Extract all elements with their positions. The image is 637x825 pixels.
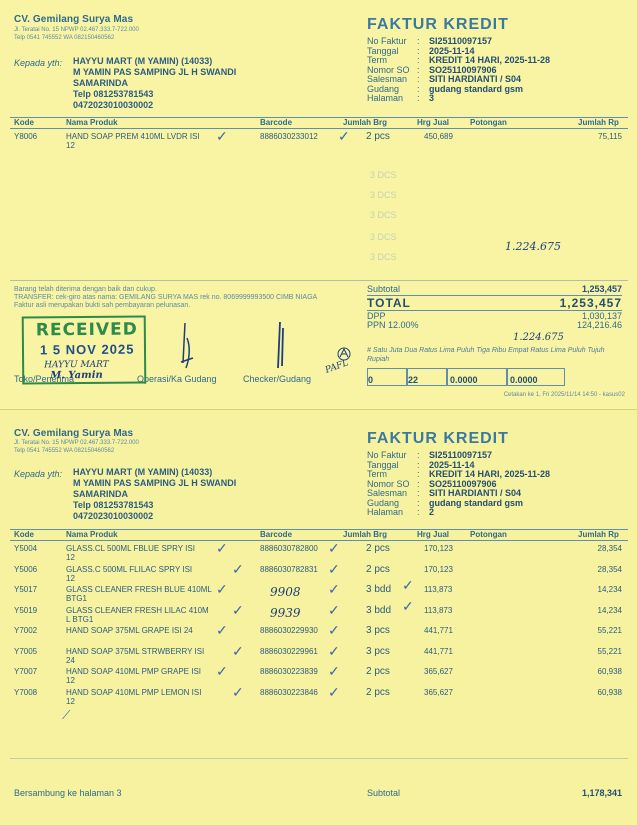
row-total: 60,938 [597, 667, 622, 676]
handwritten-note: 1.224.675 [505, 240, 561, 253]
company-phone: Telp 0541 745552 WA 082150460562 [14, 35, 115, 41]
note-original: Faktur asli merupakan bukti sah pembayaran pelunasan. [14, 302, 191, 309]
continued-label: Bersambung ke halaman 3 [14, 788, 122, 798]
field-row [367, 508, 550, 518]
row-nama: GLASS CLEANER FRESH LILAC 410M [66, 605, 209, 615]
field-value: SITI HARDIANTI / S04 [429, 74, 522, 84]
footer-rule [10, 758, 628, 759]
checkmark-icon: ✓ [232, 683, 244, 700]
ghost-qty: 3 DCS [370, 170, 397, 180]
field-label: Gudang [367, 83, 400, 94]
company-phone: Telp 0541 745552 WA 082150460562 [14, 448, 115, 454]
row-total: 14,234 [597, 605, 622, 615]
box-value-1: 0 [368, 375, 374, 385]
sign-label-operasi: Operasi/Ka Gudang [137, 374, 217, 384]
row-harga: 441,771 [424, 646, 453, 656]
company-name: CV. Gemilang Surya Mas [14, 14, 134, 25]
kepada-label: Kepada yth: [14, 58, 63, 68]
field-sep: : [417, 93, 420, 103]
ppn-value: 124,216.46 [576, 320, 622, 330]
invoice-title: FAKTUR KREDIT [367, 16, 509, 33]
checkmark-icon: ✓ [328, 581, 340, 597]
customer-npwp: 0472023010030002 [73, 100, 154, 110]
row-nama2: L BTG1 [66, 614, 94, 624]
checkmark-icon: ✓ [328, 601, 340, 618]
checkmark-icon: ✓ [328, 683, 340, 700]
dpp-value: 1,030,137 [581, 311, 622, 321]
ghost-qty: 3 DCS [370, 232, 397, 242]
row-total: 28,354 [597, 564, 622, 574]
col-harga: Hrg Jual [417, 530, 450, 539]
sign-label-receiver: Toko/Penerima [14, 374, 75, 384]
col-kode: Kode [14, 530, 34, 539]
field-value: KREDIT 14 HARI, 2025-11-28 [429, 469, 551, 479]
header-rule-bottom [10, 128, 628, 129]
subtotal-label: Subtotal [367, 788, 401, 798]
field-row [367, 94, 550, 104]
invoice-page-3 [0, 0, 637, 410]
field-value: SO25110097906 [429, 64, 497, 75]
header-rule-bottom [10, 540, 628, 541]
field-label: Nomor SO [367, 64, 410, 75]
field-label: Halaman [367, 93, 404, 103]
field-sep: : [417, 469, 420, 479]
invoice-title: FAKTUR KREDIT [367, 430, 509, 447]
field-sep: : [417, 488, 420, 498]
customer-block [73, 467, 236, 522]
field-label: Gudang [367, 497, 400, 508]
row-kode: Y7002 [14, 626, 38, 635]
row-nama: GLASS.C 500ML FLILAC SPRY ISI [66, 564, 193, 574]
row-harga: 170,123 [424, 564, 453, 574]
col-nama: Nama Produk [66, 118, 118, 127]
field-sep: : [417, 36, 420, 46]
kepada-label: Kepada yth: [14, 469, 63, 479]
row-qty: 2 pcs [366, 666, 390, 677]
row-nama2: 12 [66, 573, 75, 583]
field-sep: : [417, 450, 420, 460]
customer-name: HAYYU MART (M YAMIN) (14033) [73, 56, 213, 66]
row-qty: 3 bdd [366, 604, 392, 616]
checkmark-icon: ✓ [216, 128, 228, 144]
row-kode: Y5019 [14, 605, 38, 615]
checkmark-icon: ✓ [328, 622, 340, 638]
field-label: Salesman [367, 488, 408, 498]
field-sep: : [417, 74, 420, 84]
field-sep: : [417, 55, 420, 65]
note-transfer: TRANSFER: cek-giro atas nama: GEMILANG SURYA MAS rek no. 8069999993500 CIMB NIAGA [14, 294, 318, 301]
field-sep: : [417, 478, 420, 489]
subtotal-label: Subtotal [367, 284, 401, 294]
col-jumlah: Jumlah Brg [343, 118, 388, 127]
subtotal-value: 1,253,457 [581, 284, 622, 294]
row-nama: HAND SOAP PREM 410ML LVDR ISI [66, 132, 200, 141]
field-sep: : [417, 45, 420, 56]
customer-address: M YAMIN PAS SAMPING JL H SWANDI [73, 478, 237, 488]
row-total: 55,221 [597, 646, 622, 656]
customer-city: SAMARINDA [73, 78, 128, 88]
col-total: Jumlah Rp [578, 118, 619, 127]
checkmark-icon: ✓ [232, 560, 244, 577]
row-nama2: 12 [66, 141, 75, 150]
row-nama: HAND SOAP 375ML STRWBERRY ISI [66, 646, 205, 656]
col-harga: Hrg Jual [417, 118, 450, 127]
tick-mark-icon: ⟋ [62, 708, 71, 722]
row-nama2: 12 [66, 696, 75, 706]
checkmark-icon: ✓ [328, 560, 340, 577]
checkmark-icon: ✓ [232, 601, 244, 618]
col-potongan: Potongan [470, 118, 507, 127]
checkmark-icon: ✓ [216, 622, 228, 638]
field-value: SO25110097906 [429, 478, 497, 489]
customer-address: M YAMIN PAS SAMPING JL H SWANDI [73, 67, 237, 77]
company-address: Jl. Teratai No. 15 NPWP 02.467.333.7-722.000 [14, 440, 139, 446]
signature-checker-icon [270, 318, 300, 374]
field-label: Salesman [367, 74, 408, 84]
handwritten-sign: PAFL [324, 358, 350, 376]
checkmark-icon: ✓ [338, 128, 350, 144]
stamp-hand-2: M. Yamin [50, 369, 103, 382]
row-qty: 2 pcs [366, 563, 390, 575]
ghost-qty: 3 DCS [370, 190, 397, 200]
row-harga: 450,689 [424, 132, 453, 141]
box-value-2: 22 [408, 375, 419, 385]
row-nama2: 12 [66, 553, 75, 562]
terbilang-2: Rupiah [367, 356, 390, 363]
footer-rule [10, 280, 628, 281]
stamp-hand-1: HAYYU MART [44, 359, 109, 371]
customer-city: SAMARINDA [73, 489, 128, 499]
row-total: 75,115 [598, 132, 622, 141]
field-sep: : [417, 497, 420, 508]
row-nama2: BTG1 [66, 594, 87, 603]
print-footer: Cetakan ke 1, Fri 2025/11/14 14:50 - kasus02 [503, 392, 625, 398]
row-harga: 113,873 [424, 585, 453, 594]
signature-operasi-icon [165, 318, 225, 374]
field-value: SI25110097157 [429, 450, 493, 460]
row-barcode: 8886030782831 [260, 564, 318, 574]
row-kode: Y8006 [14, 132, 38, 141]
field-value: gudang standard gsm [429, 83, 524, 94]
handwritten-note-2: 1.224.675 [513, 332, 564, 343]
row-nama2: 12 [66, 676, 75, 685]
field-value: gudang standard gsm [429, 497, 524, 508]
stamp-text: RECEIVED [35, 319, 138, 341]
field-value: 2 [429, 507, 435, 517]
ppn-label: PPN 12.00% [367, 320, 419, 330]
row-barcode: 9908 [270, 585, 301, 599]
row-nama2: 24 [66, 655, 75, 665]
invoice-fields [367, 37, 550, 104]
col-barcode: Barcode [260, 530, 293, 539]
row-qty: 2 pcs [366, 543, 390, 554]
field-sep: : [417, 507, 420, 517]
checkmark-icon: ✓ [216, 663, 228, 679]
total-label: TOTAL [367, 296, 411, 310]
field-label: Nomor SO [367, 478, 410, 489]
col-potongan: Potongan [470, 530, 507, 539]
col-kode: Kode [14, 118, 34, 127]
field-value: 2025-11-14 [429, 459, 475, 470]
field-value: KREDIT 14 HARI, 2025-11-28 [429, 55, 551, 65]
field-sep: : [417, 459, 420, 470]
row-barcode: 9939 [270, 605, 301, 620]
note-received: Barang telah diterima dengan baik dan cukup. [14, 286, 157, 293]
row-total: 60,938 [597, 687, 622, 697]
field-sep: : [417, 64, 420, 75]
dpp-label: DPP [367, 311, 386, 321]
sign-label-checker: Checker/Gudang [243, 374, 312, 384]
field-label: Tanggal [367, 45, 399, 56]
row-kode: Y5004 [14, 544, 38, 553]
row-harga: 170,123 [424, 544, 453, 553]
invoice-fields [367, 451, 550, 518]
col-barcode: Barcode [260, 118, 293, 127]
field-value: 2025-11-14 [429, 45, 475, 56]
row-nama: GLASS CLEANER FRESH BLUE 410ML [66, 585, 212, 594]
row-qty: 2 pcs [366, 131, 390, 142]
row-nama: HAND SOAP 410ML PMP GRAPE ISI [66, 667, 202, 676]
row-kode: Y5006 [14, 564, 38, 574]
row-total: 28,354 [597, 544, 622, 553]
row-qty: 2 pcs [366, 686, 390, 698]
row-kode: Y7007 [14, 667, 38, 676]
row-barcode: 8886030782800 [260, 544, 318, 553]
row-barcode: 8886030223839 [260, 667, 318, 676]
ghost-qty: 3 DCS [370, 252, 397, 262]
checkmark-icon: ✓ [216, 540, 228, 556]
customer-phone: Telp 081253781543 [73, 89, 154, 99]
customer-block [73, 56, 236, 111]
field-sep: : [417, 83, 420, 94]
row-harga: 113,873 [424, 605, 453, 615]
stamp-date: 1 5 NOV 2025 [39, 341, 135, 358]
customer-npwp: 0472023010030002 [73, 511, 154, 521]
row-harga: 365,627 [424, 667, 453, 676]
checkmark-icon: ✓ [402, 597, 414, 614]
field-value: 3 [429, 93, 435, 103]
total-value: 1,253,457 [559, 296, 622, 310]
field-label: Halaman [367, 507, 404, 517]
subtotal-value: 1,178,341 [581, 788, 622, 798]
ghost-qty: 3 DCS [370, 210, 397, 220]
col-nama: Nama Produk [66, 530, 118, 539]
terbilang: # Satu Juta Dua Ratus Lima Puluh Tiga Ribu Empat Ratus Lima Puluh Tujuh [367, 347, 605, 354]
row-barcode: 8886030229930 [260, 626, 318, 635]
row-kode: Y7008 [14, 687, 38, 697]
checkmark-icon: ✓ [328, 540, 340, 556]
col-jumlah: Jumlah Brg [343, 530, 388, 539]
row-harga: 441,771 [424, 626, 453, 635]
row-kode: Y5017 [14, 585, 38, 594]
checkmark-icon: ✓ [232, 642, 244, 659]
row-nama: GLASS.CL 500ML FBLUE SPRY ISI [66, 544, 195, 553]
field-label: No Faktur [367, 36, 407, 46]
row-nama: HAND SOAP 410ML PMP LEMON ISI [66, 687, 202, 697]
field-value: SI25110097157 [429, 36, 493, 46]
row-barcode: 8886030229961 [260, 646, 318, 656]
customer-phone: Telp 081253781543 [73, 500, 154, 510]
row-kode: Y7005 [14, 646, 38, 656]
mark-icon [336, 346, 352, 362]
company-address: Jl. Teratai No. 15 NPWP 02.467.333.7-722.000 [14, 27, 139, 33]
row-nama: HAND SOAP 375ML GRAPE ISI 24 [66, 626, 193, 635]
box-value-4: 0.0000 [510, 375, 538, 385]
row-total: 55,221 [597, 626, 622, 635]
row-qty: 3 pcs [366, 625, 390, 636]
field-label: Term [367, 469, 387, 479]
checkmark-icon: ✓ [216, 581, 228, 597]
box-value-3: 0.0000 [450, 375, 478, 385]
row-barcode: 8886030223846 [260, 687, 318, 697]
field-label: Term [367, 55, 387, 65]
field-label: No Faktur [367, 450, 407, 460]
row-qty: 3 bdd [366, 584, 392, 595]
row-qty: 3 pcs [366, 645, 390, 657]
row-harga: 365,627 [424, 687, 453, 697]
col-total: Jumlah Rp [578, 530, 619, 539]
row-total: 14,234 [597, 585, 622, 594]
customer-name: HAYYU MART (M YAMIN) (14033) [73, 467, 213, 477]
field-value: SITI HARDIANTI / S04 [429, 488, 522, 498]
company-name: CV. Gemilang Surya Mas [14, 428, 134, 439]
field-label: Tanggal [367, 459, 399, 470]
received-stamp [22, 315, 147, 384]
invoice-page-2 [0, 410, 637, 825]
row-barcode: 8886030233012 [260, 132, 318, 141]
checkmark-icon: ✓ [328, 642, 340, 659]
checkmark-icon: ✓ [328, 663, 340, 679]
checkmark-icon: ✓ [402, 577, 414, 593]
